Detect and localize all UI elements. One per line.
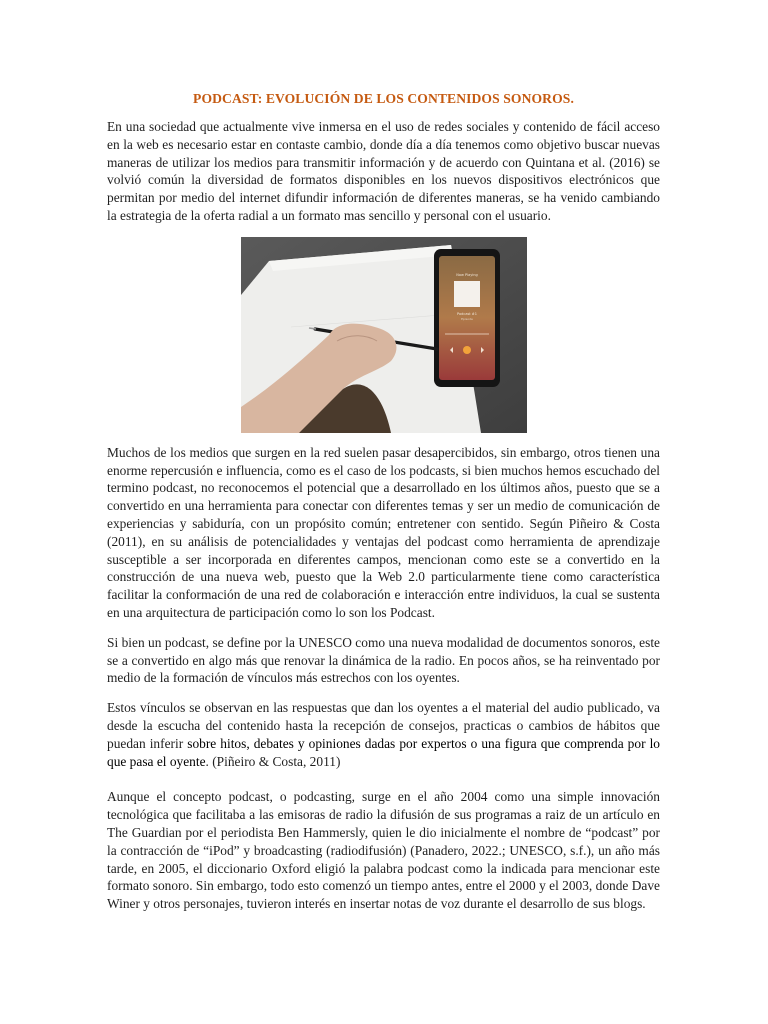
svg-text:Podcast #1: Podcast #1 (457, 311, 477, 316)
phone-image (434, 249, 500, 387)
vinculos-citation: . (Piñeiro & Costa, 2011) (205, 753, 341, 769)
document-body (107, 91, 660, 925)
paragraph-historia: Aunque el concepto podcast, o podcasting, surge en el año 2004 como una simple innovación tecnológica que facilitaba a las emisoras de radio la difusión de sus programas a raiz de un artículo en The Guardian por el periodista Ben Hammersly, quien le dio inicialmente el nombre de “podcast” por la contracción de “iPod” y broadcasting (radiodifusión) (Panadero, 2022.; UNESCO, s.f.), un año más tarde, en 2005, el diccionario Oxford eligió la palabra podcast como la indicada para mencionar este formato sonoro. Sin embargo, todo esto comenzó un tiempo antes, entre el 2000 y el 2003, donde Dave Winer y otros personajes, tuvieron interés en insertar notas de voz durante el desarrollo de sus blogs. (107, 789, 660, 912)
paragraph-unesco: Si bien un podcast, se define por la UNESCO como una nueva modalidad de documentos sonoros, este se a convertido en algo más que renovar la dinámica de la radio. En pocos años, se ha reinventado por medio de la formación de vínculos más estrechos con los oyentes. (107, 634, 660, 686)
svg-text:Now Playing: Now Playing (456, 272, 478, 277)
paragraph-intro: En una sociedad que actualmente vive inmersa en el uso de redes sociales y contenido de fácil acceso en la web es necesario estar en contaste cambio, donde día a día tenemos como objetivo buscar nuevas maneras de utilizar los medios para transmitir información y de acuerdo con Quintana et al. (2016) se volvió común la diversidad de formatos disponibles en los nuevos dispositivos electrónicos que permitan por medio del internet difundir información de diferentes maneras, se ha venido cambiando la estrategia de la oferta radial a un formato mas sencillo y personal con el usuario. (107, 119, 660, 223)
vinculos-text-1: Estos vínculos se observan en las respuestas que dan los oyentes a el material del audio publicado, va desde la escucha del contenido hasta la recepción de consejos, practicas o cambios de hábitos que puedan inferir (107, 700, 660, 751)
podcast-photo (241, 237, 527, 433)
vinculos-text-2: sobre hitos, debates y opiniones dadas por expertos o una figura que comprenda por lo que pasa el oyente (107, 735, 660, 769)
svg-text:Episode: Episode (461, 316, 473, 321)
paragraph-vinculos (107, 699, 660, 770)
document-title: PODCAST: EVOLUCIÓN DE LOS CONTENIDOS SONOROS. (193, 91, 574, 106)
paragraph-medios: Muchos de los medios que surgen en la red suelen pasar desapercibidos, sin embargo, otros tienen una enorme repercusión e influencia, como es el caso de los podcasts, si bien muchos hemos escuchado del termino podcast, no reconocemos el potencial que a desarrollado en los últimos años, puesto que se a convertido en una herramienta para conectar con diferentes temas y ser un medio de comunicación de experiencias y sabiduría, con un propósito común; entretener con sentido. Según Piñeiro & Costa (2011), en su análisis de potencialidades y ventajas del podcast como herramienta de aprendizaje susceptible a ser incorporada en diferentes campos, mencionan como este se a convertido en la construcción de una nueva web, puesto que la Web 2.0 particularmente tiene como característica facilitar la conformación de una red de colaboración e interacción entre individuos, la cual se sustenta en una arquitectura de participación como lo son los Podcast. (107, 444, 660, 620)
